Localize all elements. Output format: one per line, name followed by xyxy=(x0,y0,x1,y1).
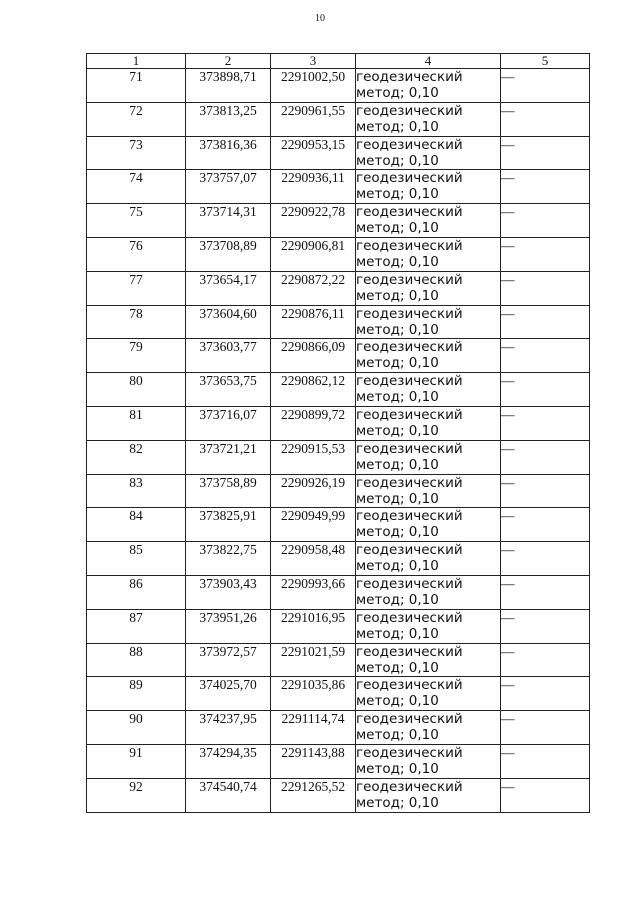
method-line-2: метод; 0,10 xyxy=(356,118,439,135)
method-cell xyxy=(356,474,501,508)
note-dash: — xyxy=(501,204,590,238)
note-dash: — xyxy=(501,102,590,136)
note-dash: — xyxy=(501,677,590,711)
coordinate-y: 2291016,95 xyxy=(271,609,356,643)
coordinate-x: 373903,43 xyxy=(186,575,271,609)
coordinate-x: 373822,75 xyxy=(186,542,271,576)
point-number: 84 xyxy=(87,508,186,542)
coordinate-y: 2290866,09 xyxy=(271,339,356,373)
method-line-2: метод; 0,10 xyxy=(356,760,439,777)
method-line-1: геодезический xyxy=(356,69,463,85)
table-row xyxy=(87,136,590,170)
note-dash: — xyxy=(501,373,590,407)
coordinate-x: 374237,95 xyxy=(186,711,271,745)
method-line-2: метод; 0,10 xyxy=(356,456,439,473)
method-cell xyxy=(356,237,501,271)
coordinate-y: 2290958,48 xyxy=(271,542,356,576)
note-dash: — xyxy=(501,170,590,204)
method-cell xyxy=(356,204,501,238)
method-line-1: геодезический xyxy=(356,711,463,728)
table-body xyxy=(87,69,590,813)
method-line-2: метод; 0,10 xyxy=(356,591,439,608)
method-line-1: геодезический xyxy=(356,271,463,288)
coordinate-x: 373951,26 xyxy=(186,609,271,643)
note-dash: — xyxy=(501,609,590,643)
table-row xyxy=(87,711,590,745)
table-row xyxy=(87,575,590,609)
method-line-2: метод; 0,10 xyxy=(356,625,439,642)
coordinate-y: 2291114,74 xyxy=(271,711,356,745)
point-number: 71 xyxy=(87,69,186,103)
coordinate-x: 373972,57 xyxy=(186,643,271,677)
method-line-1: геодезический xyxy=(356,373,463,390)
header-col-5: 5 xyxy=(501,54,590,69)
coordinate-y: 2291143,88 xyxy=(271,744,356,778)
table-row xyxy=(87,102,590,136)
method-cell xyxy=(356,339,501,373)
note-dash: — xyxy=(501,339,590,373)
coordinate-y: 2290949,99 xyxy=(271,508,356,542)
coordinate-x: 374540,74 xyxy=(186,778,271,812)
table-header xyxy=(87,54,590,69)
coordinate-y: 2290922,78 xyxy=(271,204,356,238)
point-number: 81 xyxy=(87,406,186,440)
point-number: 90 xyxy=(87,711,186,745)
method-line-2: метод; 0,10 xyxy=(356,220,439,237)
method-cell xyxy=(356,744,501,778)
coordinate-x: 373708,89 xyxy=(186,237,271,271)
method-line-2: метод; 0,10 xyxy=(356,524,439,541)
coordinate-x: 373758,89 xyxy=(186,474,271,508)
coordinate-x: 373714,31 xyxy=(186,204,271,238)
table-row xyxy=(87,305,590,339)
coordinate-y: 2290953,15 xyxy=(271,136,356,170)
header-row xyxy=(87,54,590,69)
coordinate-y: 2290862,12 xyxy=(271,373,356,407)
coordinate-y: 2291265,52 xyxy=(271,778,356,812)
note-dash: — xyxy=(501,69,590,103)
coordinate-y: 2290899,72 xyxy=(271,406,356,440)
header-col-2: 2 xyxy=(186,54,271,69)
method-cell xyxy=(356,406,501,440)
coordinate-x: 373716,07 xyxy=(186,406,271,440)
point-number: 86 xyxy=(87,575,186,609)
coordinate-x: 373604,60 xyxy=(186,305,271,339)
point-number: 87 xyxy=(87,609,186,643)
coordinate-y: 2290872,22 xyxy=(271,271,356,305)
point-number: 78 xyxy=(87,305,186,339)
method-line-1: геодезический xyxy=(356,609,463,626)
table-row xyxy=(87,744,590,778)
method-cell xyxy=(356,575,501,609)
method-line-2: метод; 0,10 xyxy=(356,321,439,338)
note-dash: — xyxy=(501,406,590,440)
point-number: 74 xyxy=(87,170,186,204)
method-cell xyxy=(356,305,501,339)
table-row xyxy=(87,440,590,474)
method-line-1: геодезический xyxy=(356,440,463,457)
method-cell xyxy=(356,643,501,677)
table-row xyxy=(87,508,590,542)
method-line-2: метод; 0,10 xyxy=(356,355,439,372)
header-col-1: 1 xyxy=(87,54,186,69)
coordinate-x: 373653,75 xyxy=(186,373,271,407)
note-dash: — xyxy=(501,474,590,508)
method-line-1: геодезический xyxy=(356,305,463,322)
point-number: 91 xyxy=(87,744,186,778)
note-dash: — xyxy=(501,136,590,170)
method-line-2: метод; 0,10 xyxy=(356,727,439,744)
table-row xyxy=(87,542,590,576)
coordinate-y: 2290926,19 xyxy=(271,474,356,508)
point-number: 89 xyxy=(87,677,186,711)
method-cell xyxy=(356,69,501,103)
coordinate-y: 2290936,11 xyxy=(271,170,356,204)
table-row xyxy=(87,237,590,271)
coordinate-y: 2290915,53 xyxy=(271,440,356,474)
method-cell xyxy=(356,542,501,576)
point-number: 76 xyxy=(87,237,186,271)
method-line-2: метод; 0,10 xyxy=(356,85,439,101)
note-dash: — xyxy=(501,305,590,339)
method-line-2: метод; 0,10 xyxy=(356,152,439,169)
table-row xyxy=(87,170,590,204)
note-dash: — xyxy=(501,643,590,677)
method-cell xyxy=(356,508,501,542)
header-col-4: 4 xyxy=(356,54,501,69)
method-line-2: метод; 0,10 xyxy=(356,558,439,575)
method-line-2: метод; 0,10 xyxy=(356,422,439,439)
point-number: 85 xyxy=(87,542,186,576)
point-number: 83 xyxy=(87,474,186,508)
table-row xyxy=(87,609,590,643)
note-dash: — xyxy=(501,744,590,778)
point-number: 73 xyxy=(87,136,186,170)
method-line-1: геодезический xyxy=(356,575,463,592)
note-dash: — xyxy=(501,237,590,271)
method-line-2: метод; 0,10 xyxy=(356,253,439,270)
header-col-3: 3 xyxy=(271,54,356,69)
coordinate-x: 373825,91 xyxy=(186,508,271,542)
method-line-1: геодезический xyxy=(356,237,463,254)
method-line-1: геодезический xyxy=(356,204,463,221)
method-line-1: геодезический xyxy=(356,170,463,187)
coordinate-y: 2291021,59 xyxy=(271,643,356,677)
note-dash: — xyxy=(501,271,590,305)
method-line-1: геодезический xyxy=(356,339,463,356)
method-line-2: метод; 0,10 xyxy=(356,693,439,710)
note-dash: — xyxy=(501,778,590,812)
point-number: 80 xyxy=(87,373,186,407)
method-line-2: метод; 0,10 xyxy=(356,794,439,811)
method-line-1: геодезический xyxy=(356,744,463,761)
coordinate-y: 2291002,50 xyxy=(271,69,356,103)
point-number: 77 xyxy=(87,271,186,305)
method-line-1: геодезический xyxy=(356,406,463,423)
coordinate-y: 2290876,11 xyxy=(271,305,356,339)
method-line-1: геодезический xyxy=(356,508,463,525)
method-cell xyxy=(356,440,501,474)
note-dash: — xyxy=(501,508,590,542)
method-line-2: метод; 0,10 xyxy=(356,490,439,507)
method-line-2: метод; 0,10 xyxy=(356,389,439,406)
method-line-1: геодезический xyxy=(356,542,463,559)
coordinate-y: 2291035,86 xyxy=(271,677,356,711)
coordinate-x: 374025,70 xyxy=(186,677,271,711)
table-row xyxy=(87,474,590,508)
method-cell xyxy=(356,170,501,204)
note-dash: — xyxy=(501,440,590,474)
point-number: 92 xyxy=(87,778,186,812)
method-line-2: метод; 0,10 xyxy=(356,186,439,203)
note-dash: — xyxy=(501,711,590,745)
method-line-1: геодезический xyxy=(356,102,463,119)
table-row xyxy=(87,643,590,677)
point-number: 82 xyxy=(87,440,186,474)
point-number: 75 xyxy=(87,204,186,238)
coordinate-y: 2290906,81 xyxy=(271,237,356,271)
coordinate-y: 2290993,66 xyxy=(271,575,356,609)
coordinate-x: 373816,36 xyxy=(186,136,271,170)
table-row xyxy=(87,778,590,812)
table-row xyxy=(87,69,590,103)
coordinate-y: 2290961,55 xyxy=(271,102,356,136)
table-row xyxy=(87,406,590,440)
coordinate-x: 373898,71 xyxy=(186,69,271,103)
method-line-1: геодезический xyxy=(356,474,463,491)
method-line-1: геодезический xyxy=(356,136,463,153)
coordinate-x: 374294,35 xyxy=(186,744,271,778)
table-row xyxy=(87,339,590,373)
method-cell xyxy=(356,778,501,812)
page-number: 10 xyxy=(315,13,325,24)
method-cell xyxy=(356,677,501,711)
coordinate-x: 373757,07 xyxy=(186,170,271,204)
note-dash: — xyxy=(501,575,590,609)
point-number: 88 xyxy=(87,643,186,677)
coordinate-x: 373654,17 xyxy=(186,271,271,305)
method-line-2: метод; 0,10 xyxy=(356,659,439,676)
method-cell xyxy=(356,271,501,305)
method-line-1: геодезический xyxy=(356,778,463,795)
method-line-1: геодезический xyxy=(356,643,463,660)
table-row xyxy=(87,373,590,407)
coordinate-x: 373721,21 xyxy=(186,440,271,474)
table-row xyxy=(87,677,590,711)
method-cell xyxy=(356,136,501,170)
coordinate-x: 373603,77 xyxy=(186,339,271,373)
point-number: 79 xyxy=(87,339,186,373)
method-cell xyxy=(356,711,501,745)
method-cell xyxy=(356,102,501,136)
method-cell xyxy=(356,609,501,643)
table-row xyxy=(87,271,590,305)
note-dash: — xyxy=(501,542,590,576)
method-line-2: метод; 0,10 xyxy=(356,287,439,304)
table-row xyxy=(87,204,590,238)
point-number: 72 xyxy=(87,102,186,136)
method-cell xyxy=(356,373,501,407)
coordinates-table xyxy=(86,53,590,813)
coordinate-x: 373813,25 xyxy=(186,102,271,136)
method-line-1: геодезический xyxy=(356,677,463,694)
